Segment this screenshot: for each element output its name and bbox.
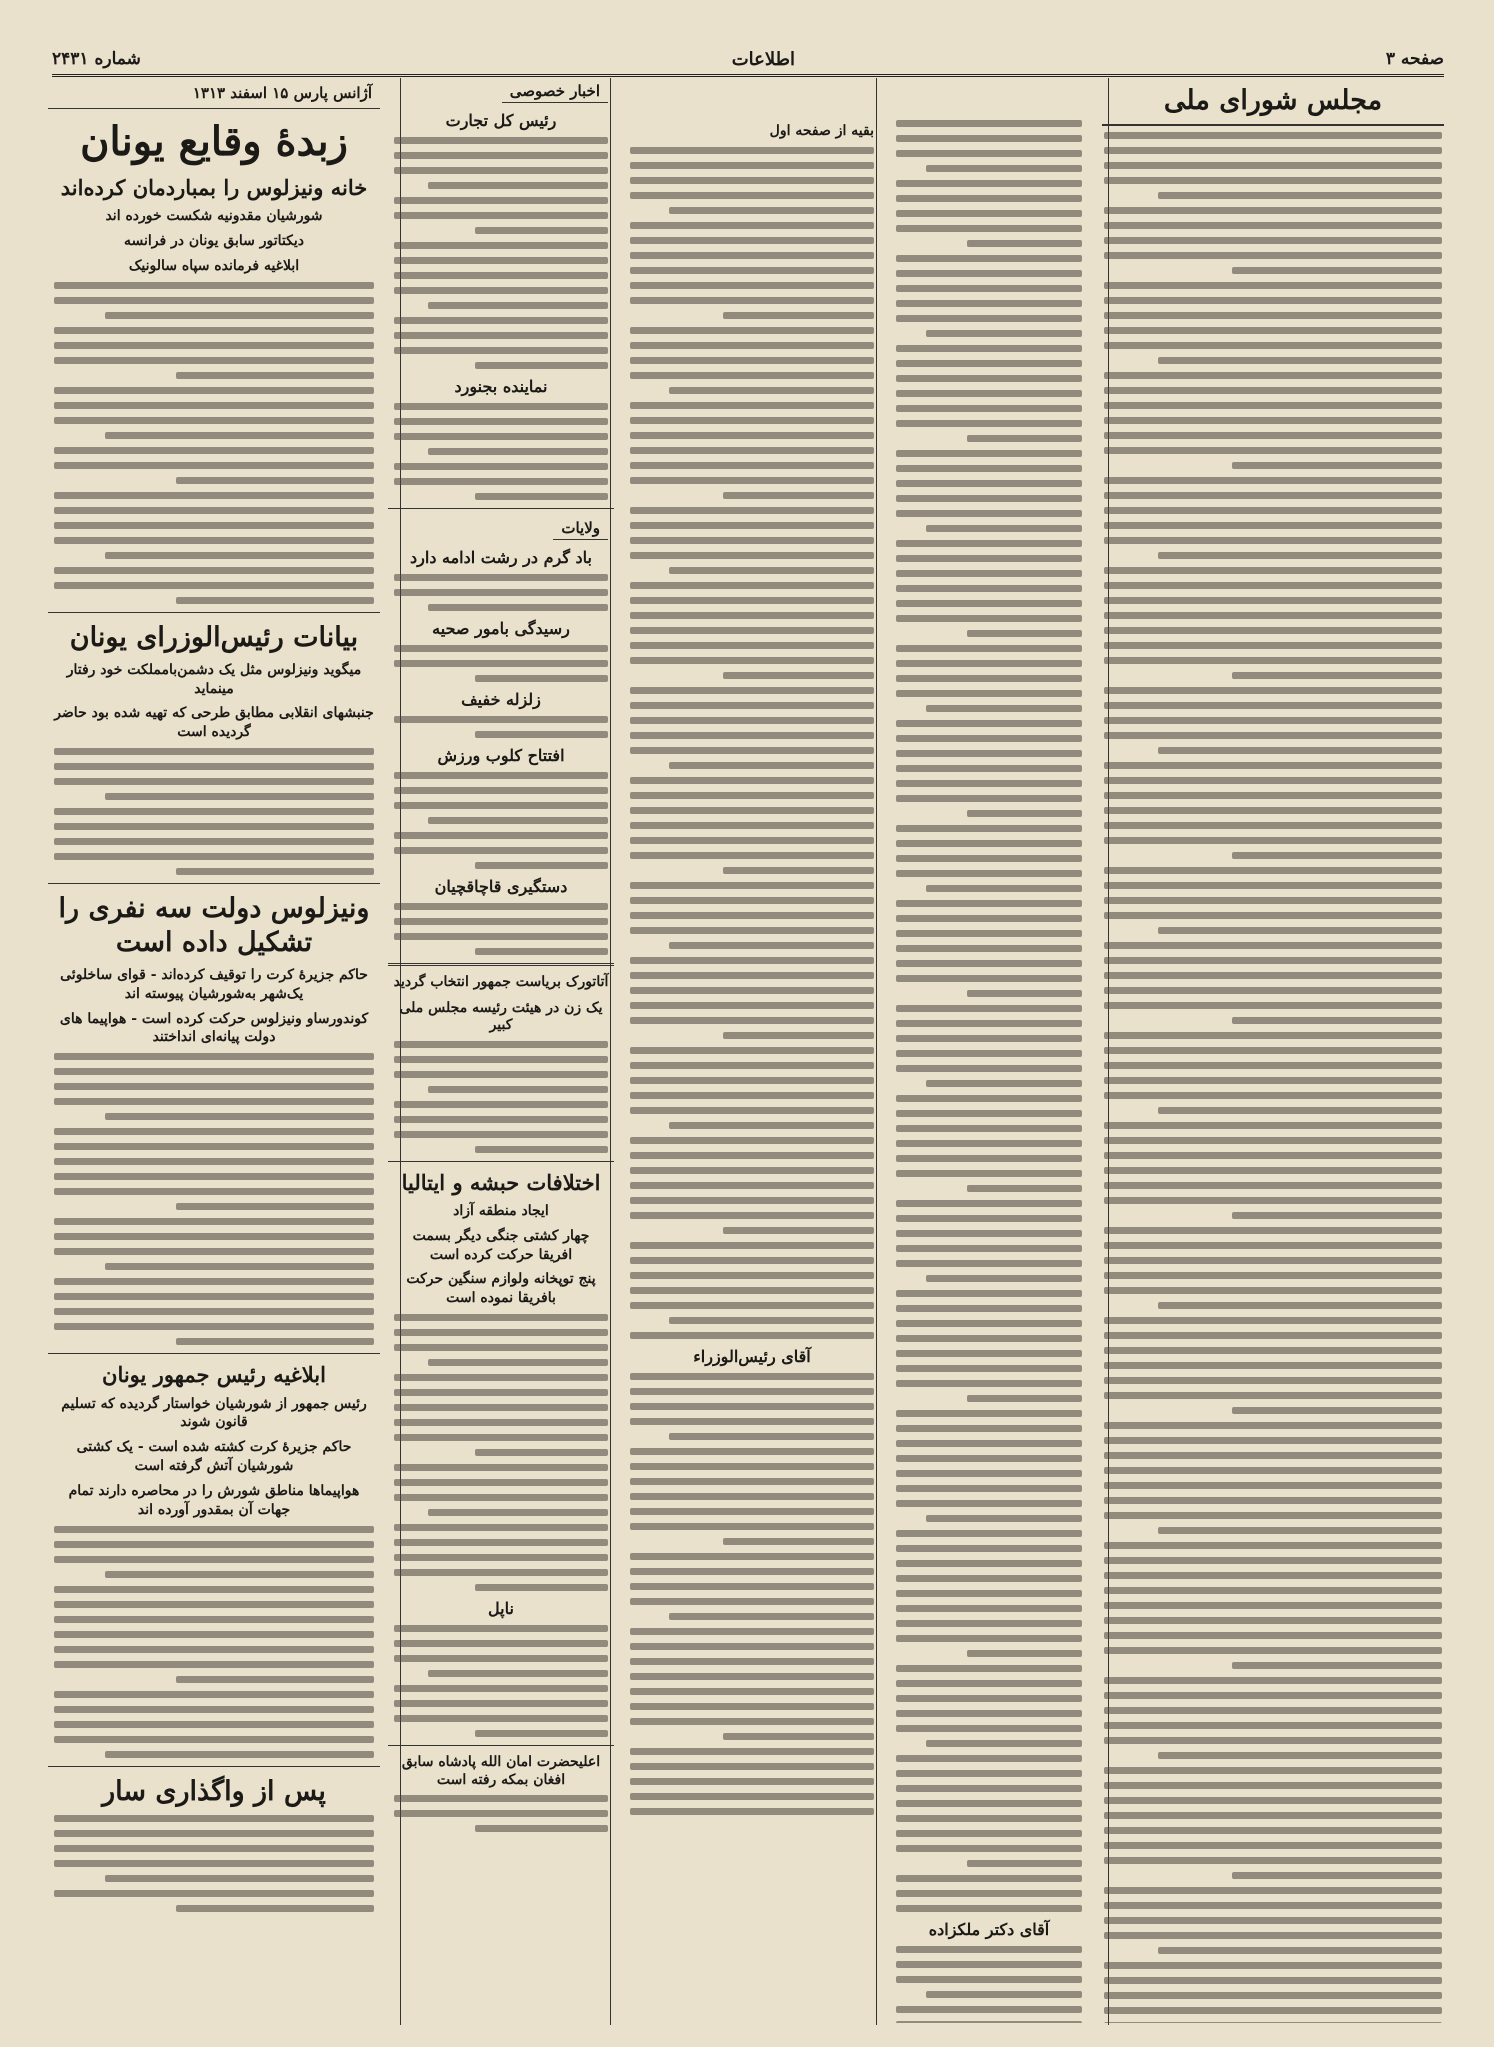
headline: بیانات رئیس‌الوزرای یونان <box>69 621 359 653</box>
headline: آتاتورک بریاست جمهور انتخاب گردید <box>393 974 609 990</box>
column-greece-news <box>48 80 380 2023</box>
article-body <box>624 1373 880 1815</box>
subheadline: رئیس جمهور از شورشیان خواستار گردیده که تسلیم قانون شوند <box>61 1395 367 1431</box>
issue-number: شماره ۲۴۳۱ <box>52 49 141 69</box>
headline: اختلافات حبشه و ایتالیا <box>401 1169 601 1195</box>
headline: نماینده بجنورد <box>454 377 548 396</box>
paper-name: اطلاعات <box>731 48 795 70</box>
column-private-news <box>388 80 614 2023</box>
article-body <box>388 137 614 369</box>
article-body <box>890 120 1088 1912</box>
article-body <box>388 645 614 682</box>
article-body <box>388 903 614 955</box>
subheadline: پنج توپخانه ولوازم سنگین حرکت بافریقا نموده است <box>406 1271 596 1307</box>
headline: یک زن در هیئت رئیسه مجلس ملی کبیر <box>399 999 603 1033</box>
article-body <box>388 716 614 738</box>
article-body <box>48 282 380 604</box>
headline: دستگیری قاچاقچیان <box>434 877 568 896</box>
subheadline: هواپیماها مناطق شورش را در محاصره دارند تمام جهات آن بمقدور آورده اند <box>68 1483 360 1518</box>
subheadline: کوندورساو ونیزلوس حرکت کرده است - هواپیما های دولت پیانه‌ای انداختند <box>59 1010 369 1046</box>
article-body <box>388 1041 614 1153</box>
subheadline: ایجاد منطقه آزاد <box>453 1202 549 1219</box>
section-tag: اخبار خصوصی <box>502 80 608 103</box>
page-number: صفحه ۳ <box>1385 49 1444 69</box>
headline: آقای رئیس‌الوزراء <box>693 1346 811 1366</box>
article-body <box>48 1053 380 1345</box>
headline: ناپل <box>488 1599 514 1619</box>
article-body <box>388 403 614 500</box>
headline: آقای دکتر ملکزاده <box>928 1920 1050 1939</box>
section-tag: ولایات <box>553 517 608 540</box>
article-body <box>890 1946 1088 2023</box>
masthead <box>52 44 1444 77</box>
subheadline: حاکم جزیرهٔ کرت را توقیف کرده‌اند - قوای ساخلوئی یک‌شهر به‌شورشیان پیوسته اند <box>60 966 368 1002</box>
subheadline: میگوید ونیزلوس مثل یک دشمن‌بامملکت خود رفتار مینماید <box>66 661 362 697</box>
headline: اعلیحضرت امان الله پادشاه سابق افغان بمکه رفته است <box>401 1754 601 1788</box>
article-body <box>388 1795 614 1832</box>
headline: افتتاح کلوب ورزش <box>437 746 565 765</box>
headline: خانه ونیزلوس را بمباردمان کرده‌اند <box>60 175 368 200</box>
subheadline: جنبشهای انقلابی مطابق طرحی که تهیه شده بود حاضر گردیده است <box>54 705 374 741</box>
column-parliament-mid <box>890 120 1088 2023</box>
subheadline: ابلاغیه فرمانده سپاه سالونیک <box>128 258 300 275</box>
article-body <box>388 1625 614 1737</box>
article-body <box>1098 132 1448 2023</box>
subheadline: شورشیان مقدونیه شکست خورده اند <box>105 208 323 225</box>
column-parliament-cont <box>624 120 880 2023</box>
continued-note: بقیه از صفحه اول <box>769 123 874 139</box>
headline: ابلاغیه رئیس جمهور یونان <box>102 1362 326 1388</box>
headline: باد گرم در رشت ادامه دارد <box>410 548 592 567</box>
subheadline: دیکتاتور سابق یونان در فرانسه <box>123 233 305 250</box>
subheadline: چهار کشتی جنگی دیگر بسمت افریقا حرکت کرده است <box>412 1227 590 1263</box>
headline: پس از واگذاری سار <box>102 1775 326 1807</box>
article-body <box>48 1815 380 1912</box>
article-body <box>48 748 380 875</box>
headline: رسیدگی بامور صحیه <box>432 619 570 638</box>
article-body <box>48 1526 380 1758</box>
column-parliament <box>1098 80 1448 2023</box>
article-body <box>388 574 614 611</box>
section-title: مجلس شورای ملی <box>1102 84 1444 126</box>
article-body <box>388 772 614 869</box>
article-body <box>624 147 880 1339</box>
headline: رئیس کل تجارت <box>445 111 557 130</box>
subheadline: حاکم جزیرهٔ کرت کشته شده است - یک کشتی شورشیان آتش گرفته است <box>76 1439 352 1475</box>
article-body <box>388 1314 614 1591</box>
dateline: آژانس پارس ۱۵ اسفند ۱۳۱۳ <box>48 80 380 109</box>
page-title: زبدهٔ وقایع یونان <box>80 118 348 165</box>
headline: ونیزلوس دولت سه نفری را تشکیل داده است <box>58 893 370 958</box>
headline: زلزله خفیف <box>461 690 541 709</box>
